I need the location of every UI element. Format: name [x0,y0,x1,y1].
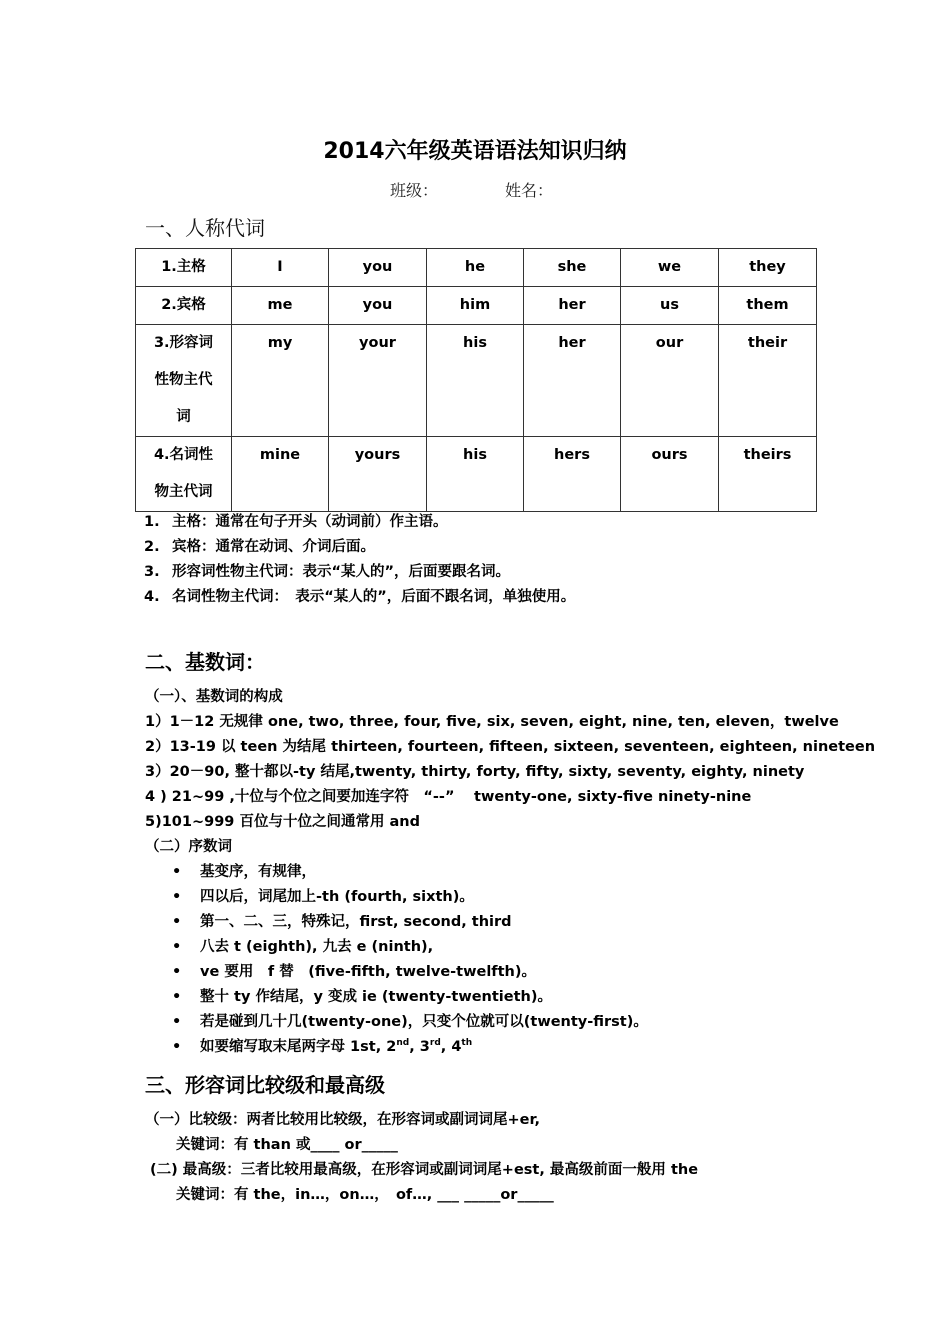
row-label: 1.主格 [136,249,232,287]
table-cell: them [719,287,817,325]
text-line: 关键词：有 than 或____ or_____ [176,1137,398,1153]
table-cell: you [329,249,427,287]
table-cell: your [329,325,427,437]
table-cell: they [719,249,817,287]
table-row [136,287,817,325]
table-cell: you [329,287,427,325]
bullet-item: • 若是碰到几十几(twenty-one)，只变个位就可以(twenty-first)。 [172,1014,648,1030]
text-line: (二) 最高级：三者比较用最高级，在形容词或副词词尾+est, 最高级前面一般用 the [150,1162,699,1178]
bullet-item: • 四以后，词尾加上-th (fourth, sixth)。 [172,889,474,905]
text-line: 关键词：有 the，in…，on…， of…, ___ _____or_____ [176,1187,554,1203]
table-cell: we [621,249,719,287]
text-line: 2）13-19 以 teen 为结尾 thirteen, fourteen, fifteen, sixteen, seventeen, eighteen, nineteen [145,739,876,755]
bullet-item: • 基变序，有规律， [172,864,316,880]
text-line: 5)101~999 百位与十位之间通常用 and [145,814,420,830]
table-row [136,249,817,287]
subheading: （二）序数词 [145,839,232,855]
section2-heading: 二、基数词： [145,650,265,674]
table-row [136,325,817,437]
bullet-item: • 整十 ty 作结尾，y 变成 ie (twenty-twentieth)。 [172,989,552,1005]
bullet-item: • 如要缩写取末尾两字母 1st, 2nd, 3rd, 4th [172,1038,473,1055]
bullet-item: • 第一、二、三，特殊记，first, second, third [172,914,512,930]
table-cell: her [524,287,621,325]
table-cell: she [524,249,621,287]
row-label: 2.宾格 [136,287,232,325]
bullet-item: • 八去 t (eighth), 九去 e (ninth), [172,939,434,955]
table-cell: him [427,287,524,325]
pronoun-table [135,248,817,512]
table-cell: her [524,325,621,437]
bullet-item: • ve 要用 f 替 (five-fifth, twelve-twelfth)。 [172,964,536,980]
table-cell: theirs [719,437,817,512]
page-title: 2014六年级英语语法知识归纳 [323,139,627,164]
text-line: （一）比较级：两者比较用比较级，在形容词或副词词尾+er, [145,1112,541,1128]
subheading: （一）、基数词的构成 [145,689,283,705]
note-item: 3. 形容词性物主代词：表示“某人的”，后面要跟名词。 [144,564,511,580]
table-cell: he [427,249,524,287]
table-cell: me [232,287,329,325]
table-cell: our [621,325,719,437]
note-item: 2. 宾格：通常在动词、介词后面。 [144,539,375,555]
text-line: 1）1－12 无规律 one, two, three, four, five, six, seven, eight, nine, ten, eleven，twelve [145,714,839,730]
table-cell: ours [621,437,719,512]
table-cell: his [427,325,524,437]
row-label: 4.名词性 物主代词 [136,437,232,512]
table-cell: their [719,325,817,437]
name-label: 姓名： [505,181,554,200]
class-label: 班级： [390,181,439,200]
section1-heading: 一、人称代词 [145,216,265,240]
section3-heading: 三、形容词比较级和最高级 [145,1073,385,1097]
table-cell: yours [329,437,427,512]
table-cell: hers [524,437,621,512]
table-cell: mine [232,437,329,512]
note-item: 4. 名词性物主代词： 表示“某人的”，后面不跟名词，单独使用。 [144,589,576,605]
row-label: 3.形容词 性物主代 词 [136,325,232,437]
table-cell: I [232,249,329,287]
text-line: 3）20－90, 整十都以-ty 结尾,twenty, thirty, forty, fifty, sixty, seventy, eighty, ninety [145,764,805,780]
table-cell: my [232,325,329,437]
table-cell: his [427,437,524,512]
table-row [136,437,817,512]
table-cell: us [621,287,719,325]
note-item: 1. 主格：通常在句子开头（动词前）作主语。 [144,514,448,530]
text-line: 4 ) 21~99 ,十位与个位之间要加连字符 “--” twenty-one, sixty-five ninety-nine [145,789,752,805]
